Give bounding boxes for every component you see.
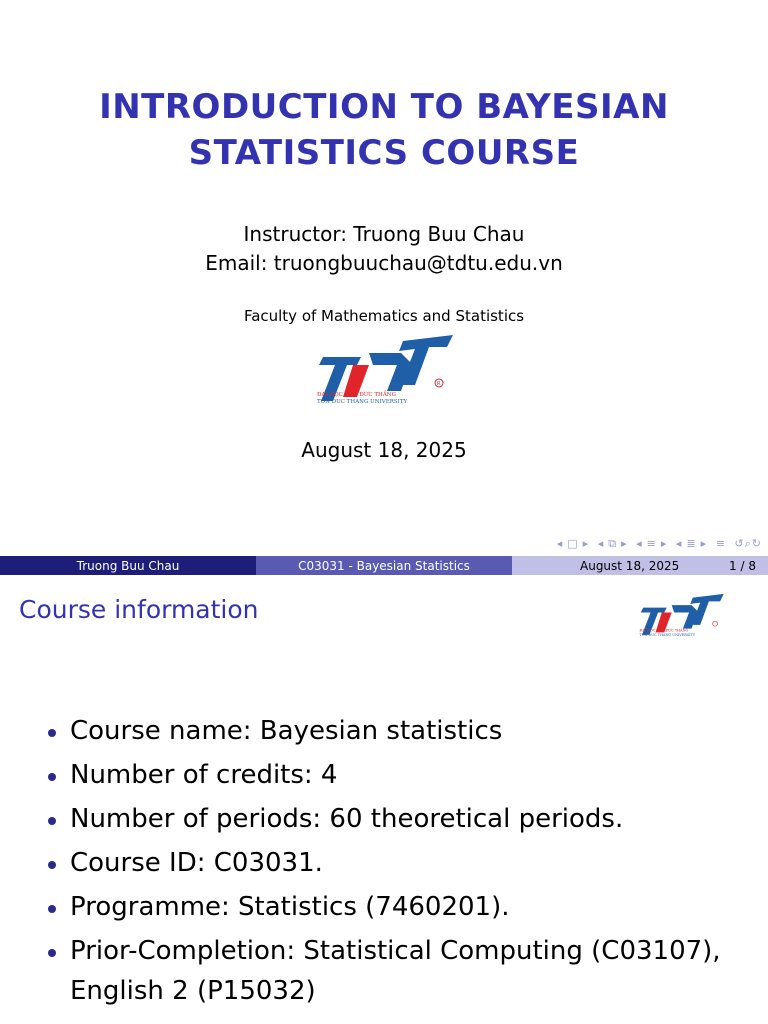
faculty-name: Faculty of Mathematics and Statistics — [243, 307, 525, 325]
list-item — [44, 843, 744, 883]
nav-align-icon[interactable]: ≡ — [715, 537, 726, 550]
nav-left-icon[interactable]: ◂ — [675, 537, 683, 550]
footer-date-page — [512, 556, 768, 575]
list-item — [44, 755, 744, 795]
instructor-name: Instructor: Truong Buu Chau — [243, 222, 525, 246]
bullet-icon — [48, 905, 56, 913]
list-item — [44, 931, 744, 1011]
nav-left-icon[interactable]: ◂ — [597, 537, 605, 550]
nav-left-icon[interactable]: ◂ — [636, 537, 643, 550]
svg-text:R: R — [437, 381, 441, 387]
bullet-text: Course ID: C03031. — [70, 848, 323, 878]
footer-author: Truong Buu Chau — [0, 556, 256, 575]
tdtu-logo — [313, 333, 455, 405]
bullet-icon — [48, 729, 56, 737]
bullet-text: Course name: Bayesian statistics — [70, 716, 503, 746]
course-info-list — [44, 711, 744, 1015]
slide-footer — [0, 556, 768, 575]
bullet-text: Number of credits: 4 — [70, 760, 338, 790]
bullet-icon — [48, 773, 56, 781]
footer-page-number: 1 / 8 — [729, 558, 756, 573]
nav-frame-icon[interactable]: □ — [567, 537, 579, 550]
frame-title: Course information — [19, 595, 259, 624]
title-line-2: STATISTICS COURSE — [188, 133, 580, 173]
nav-left-icon[interactable]: ◂ — [556, 537, 564, 550]
list-item — [44, 799, 744, 839]
presentation-title — [0, 84, 768, 176]
instructor-email: Email: truongbuuchau@tdtu.edu.vn — [205, 251, 563, 275]
title-line-1: INTRODUCTION TO BAYESIAN — [99, 87, 669, 127]
beamer-navigation[interactable] — [553, 537, 762, 551]
logo-small-text-1: ĐẠI HỌC TÔN ĐỨC THẮNG — [639, 628, 689, 633]
nav-right-icon[interactable]: ▸ — [660, 537, 668, 550]
bullet-text: Programme: Statistics (7460201). — [70, 892, 510, 922]
course-info-slide — [0, 575, 768, 1024]
nav-search-icon[interactable]: ↺⌕↻ — [734, 537, 762, 550]
list-item — [44, 887, 744, 927]
logo-text-1: ĐẠI HỌC TÔN ĐỨC THẮNG — [317, 392, 397, 398]
logo-small-text-2: TON DUC THANG UNIVERSITY — [639, 633, 696, 638]
bullet-text: Number of periods: 60 theoretical periods. — [70, 804, 624, 834]
nav-right-icon[interactable]: ▸ — [621, 537, 628, 550]
tdtu-logo-small — [637, 591, 725, 639]
nav-right-icon[interactable]: ▸ — [700, 537, 708, 550]
list-item — [44, 711, 744, 751]
bullet-icon — [48, 817, 56, 825]
presentation-date: August 18, 2025 — [301, 438, 467, 462]
nav-section-icon[interactable]: ≡ — [646, 537, 657, 550]
nav-right-icon[interactable]: ▸ — [582, 537, 590, 550]
nav-subsection-icon[interactable]: ⧉ — [608, 537, 618, 550]
bullet-icon — [48, 949, 56, 957]
footer-date: August 18, 2025 — [580, 558, 680, 573]
nav-doc-icon[interactable]: ≣ — [686, 537, 697, 550]
footer-course: C03031 - Bayesian Statistics — [256, 556, 512, 575]
bullet-icon — [48, 861, 56, 869]
bullet-text: Prior-Completion: Statistical Computing (C03107), English 2 (P15032) — [70, 936, 721, 1006]
logo-text-2: TON DUC THANG UNIVERSITY — [317, 399, 408, 405]
